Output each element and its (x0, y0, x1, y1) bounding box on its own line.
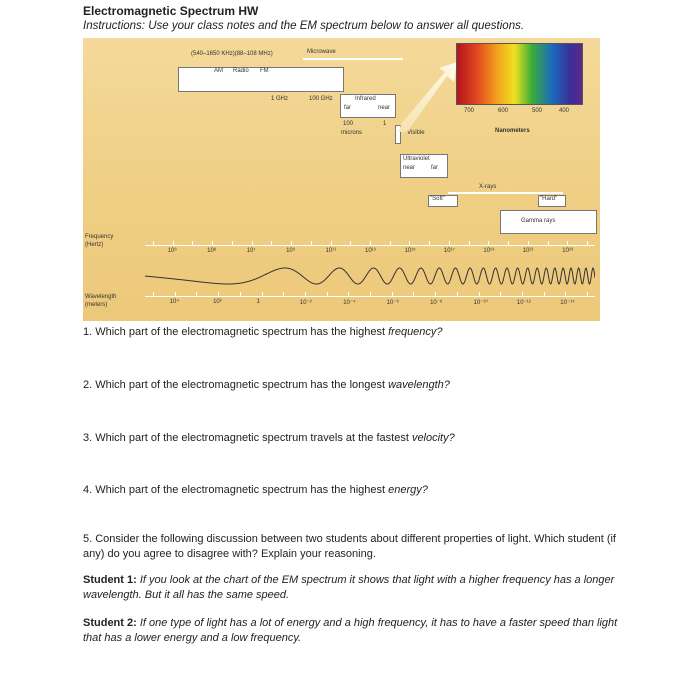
nanometers-label: Nanometers (495, 128, 530, 134)
wave-graphic (145, 260, 595, 290)
frequency-axis-label: Frequency (85, 234, 114, 240)
wavelength-tick-mark (153, 292, 154, 297)
wavelength-tick-mark (305, 292, 306, 297)
wavelength-tick-mark (392, 292, 393, 297)
frequency-tick-mark (252, 241, 253, 246)
question-2-emphasis: wavelength? (388, 379, 450, 391)
wavelength-tick-mark (283, 292, 284, 297)
frequency-tick-mark (291, 241, 292, 246)
wavelength-tick-label: 1 (256, 299, 260, 305)
wavelength-tick-mark (262, 292, 263, 297)
frequency-tick-mark (153, 241, 154, 246)
question-3-text: 3. Which part of the electromagnetic spectrum travels at the fastest (83, 432, 412, 444)
frequency-tick-mark (350, 241, 351, 246)
microns-1-label: 1 (383, 121, 387, 127)
student-1-statement (83, 573, 618, 603)
frequency-tick-mark (469, 241, 470, 246)
frequency-tick-mark (409, 241, 410, 246)
frequency-tick-label: 10⁹ (286, 248, 296, 254)
wavelength-tick-mark (587, 292, 588, 297)
xrays-label: X-rays (479, 184, 497, 190)
wavelength-tick-mark (327, 292, 328, 297)
wavelength-tick-mark (479, 292, 480, 297)
page-title: Electromagnetic Spectrum HW (83, 4, 259, 18)
wavelength-tick-label: 10⁻¹⁰ (473, 300, 488, 306)
frequency-tick-mark (370, 241, 371, 246)
frequency-tick-mark (508, 241, 509, 246)
wavelength-tick-mark (370, 292, 371, 297)
frequency-tick-mark (567, 241, 568, 246)
question-3-emphasis: velocity? (411, 432, 455, 444)
question-5: 5. Consider the following discussion between two students about different properties of light. Which student (if any) do you agree to disagree with? Explain your reasoning. (83, 533, 616, 560)
wavelength-tick-label: 10⁴ (169, 299, 179, 305)
nm-tick-500: 500 (532, 108, 543, 114)
wavelength-tick-mark (457, 292, 458, 297)
visible-arrow (399, 60, 459, 132)
radio-label: Radio (233, 68, 249, 74)
wavelength-axis (145, 294, 595, 308)
wavelength-tick-mark (175, 292, 176, 297)
question-1-text: 1. Which part of the electromagnetic spectrum has the highest (83, 326, 389, 338)
frequency-tick-mark (429, 241, 430, 246)
question-1 (83, 326, 443, 338)
student-1-text: If you look at the chart of the EM spectrum it shows that light with a higher frequency has a longer wavelength. But it all has the same speed. (83, 574, 615, 601)
gamma-label: Gamma rays (521, 218, 556, 224)
question-1-emphasis: frequency? (388, 326, 443, 338)
uv-far-label: far (431, 165, 439, 171)
radio-ranges-label: (540–1650 KHz)(88–108 MHz) (191, 51, 273, 57)
frequency-tick-mark (528, 241, 529, 246)
frequency-tick-label: 10¹³ (365, 248, 376, 254)
wavelength-axis-unit: (meters) (85, 302, 108, 308)
frequency-tick-mark (212, 241, 213, 246)
frequency-tick-label: 10²³ (562, 248, 573, 254)
wavelength-tick-mark (565, 292, 566, 297)
am-label: AM (214, 68, 223, 74)
em-spectrum-figure (83, 38, 600, 321)
question-4-text: 4. Which part of the electromagnetic spectrum has the highest (83, 484, 389, 496)
frequency-tick-mark (331, 241, 332, 246)
wavelength-tick-mark (435, 292, 436, 297)
question-3 (83, 432, 455, 444)
frequency-tick-label: 10¹⁵ (404, 248, 416, 254)
instructions: Instructions: Use your class notes and the EM spectrum below to answer all questions. (83, 20, 525, 32)
frequency-axis-unit: (Hertz) (85, 242, 104, 248)
wavelength-tick-mark (500, 292, 501, 297)
wavelength-tick-mark (413, 292, 414, 297)
wavelength-tick-label: 10⁻⁸ (430, 300, 443, 306)
microns-100-label: 100 (343, 121, 354, 127)
frequency-axis (145, 243, 595, 257)
frequency-tick-label: 10⁸ (207, 248, 217, 254)
frequency-tick-mark (390, 241, 391, 246)
question-4-emphasis: energy? (388, 484, 428, 496)
frequency-tick-mark (548, 241, 549, 246)
microwave-label: Microwave (307, 49, 336, 55)
wave-path (145, 268, 595, 284)
wavelength-tick-label: 10⁻⁴ (343, 300, 356, 306)
frequency-tick-mark (192, 241, 193, 246)
student-2-statement (83, 616, 618, 646)
wavelength-axis-label: Wavelength (85, 294, 117, 300)
question-4 (83, 484, 428, 496)
wavelength-tick-mark (218, 292, 219, 297)
frequency-tick-label: 10²¹ (522, 248, 534, 254)
uv-near-label: near (403, 165, 416, 171)
visible-spectrum-band (456, 43, 583, 105)
wavelength-tick-mark (240, 292, 241, 297)
frequency-tick-label: 10¹⁷ (443, 248, 455, 254)
frequency-tick-mark (488, 241, 489, 246)
wavelength-tick-label: 10⁻² (299, 300, 312, 306)
wavelength-tick-mark (522, 292, 523, 297)
question-2 (83, 379, 450, 391)
wavelength-tick-mark (544, 292, 545, 297)
frequency-tick-label: 10¹¹ (325, 248, 337, 254)
xrays-bar (448, 192, 563, 194)
frequency-tick-mark (587, 241, 588, 246)
frequency-tick-mark (232, 241, 233, 246)
ghz-1-label: 1 GHz (271, 96, 289, 102)
wavelength-tick-label: 10⁻¹² (516, 300, 531, 306)
wavelength-tick-label: 10⁻¹⁴ (560, 300, 575, 306)
soft-label: "Soft" (430, 196, 445, 202)
wavelength-tick-mark (196, 292, 197, 297)
question-2-text: 2. Which part of the electromagnetic spectrum has the longest (83, 379, 389, 391)
ghz-100-label: 100 GHz (309, 96, 333, 102)
student-1-label: Student 1: (83, 574, 137, 586)
wavelength-tick-label: 10⁻⁶ (386, 300, 399, 306)
frequency-tick-mark (173, 241, 174, 246)
ultraviolet-label: Ultraviolet (403, 156, 430, 162)
student-2-text: If one type of light has a lot of energy and a high frequency, it has to have a faster speed than light that has a lower energy and a low frequency. (83, 617, 618, 644)
frequency-tick-label: 10⁷ (246, 248, 256, 254)
frequency-tick-mark (311, 241, 312, 246)
frequency-tick-mark (271, 241, 272, 246)
nm-tick-700: 700 (464, 108, 475, 114)
student-2-label: Student 2: (83, 617, 137, 629)
frequency-tick-label: 10¹⁹ (483, 248, 495, 254)
visible-label: Visible (407, 130, 425, 136)
frequency-tick-label: 10⁶ (167, 248, 177, 254)
microns-label: microns (341, 130, 363, 136)
infrared-label: Infrared (355, 96, 376, 102)
microwave-bar (303, 58, 403, 60)
frequency-tick-mark (449, 241, 450, 246)
infrared-far-label: far (344, 105, 352, 111)
nm-tick-400: 400 (559, 108, 570, 114)
nm-tick-600: 600 (498, 108, 509, 114)
infrared-near-label: near (378, 105, 391, 111)
wavelength-tick-mark (348, 292, 349, 297)
fm-label: FM (260, 68, 269, 74)
hard-label: "Hard" (540, 196, 558, 202)
wavelength-tick-label: 10² (213, 299, 222, 305)
